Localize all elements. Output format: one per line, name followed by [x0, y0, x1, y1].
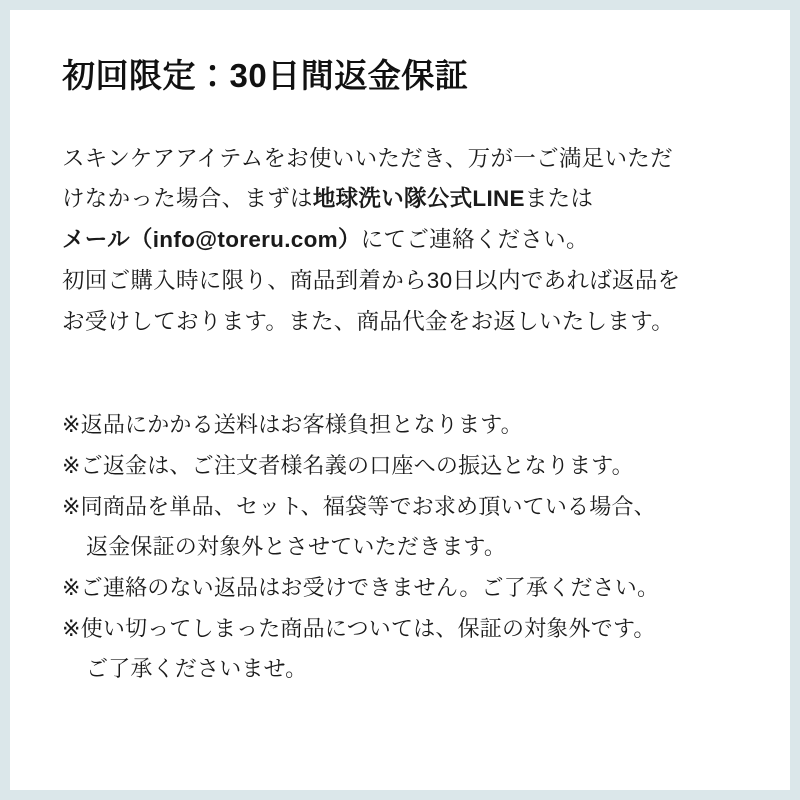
note-item: 返金保証の対象外とさせていただきます。 — [86, 534, 507, 560]
intro-line — [62, 220, 750, 261]
intro-line — [62, 261, 750, 302]
emphasis-text: 地球洗い隊公式LINE — [312, 186, 525, 212]
intro-line — [62, 179, 750, 220]
intro-line — [62, 302, 750, 343]
note-item: ※使い切ってしまった商品については、保証の対象外です。 — [62, 615, 656, 641]
note-item: ※ご連絡のない返品はお受けできません。ご了承ください。 — [62, 574, 660, 600]
plain-text: スキンケアアイテムをお使いいただき、万が一ご満足いただ — [62, 145, 673, 171]
intro-paragraph — [62, 139, 750, 344]
note-item: ※同商品を単品、セット、福袋等でお求め頂いている場合、 — [62, 493, 656, 519]
page-title: 初回限定：30日間返金保証 — [62, 57, 469, 94]
note-item: ご了承くださいませ。 — [86, 656, 308, 682]
note-item: ※返品にかかる送料はお客様負担となります。 — [62, 412, 523, 438]
plain-text: お受けしております。また、商品代金をお返しいたします。 — [62, 309, 675, 335]
plain-text: または — [524, 186, 594, 212]
document-content — [62, 54, 750, 690]
plain-text: 初回ご購入時に限り、商品到着から30日以内であれば返品を — [62, 268, 681, 294]
plain-text: にてご連絡ください。 — [360, 227, 589, 253]
intro-line — [62, 139, 750, 180]
note-item: ※ご返金は、ご注文者様名義の口座への振込となります。 — [62, 452, 634, 478]
notes-list — [62, 405, 750, 690]
plain-text: けなかった場合、まずは — [62, 186, 313, 212]
emphasis-text: メール（info@toreru.com） — [62, 227, 361, 253]
